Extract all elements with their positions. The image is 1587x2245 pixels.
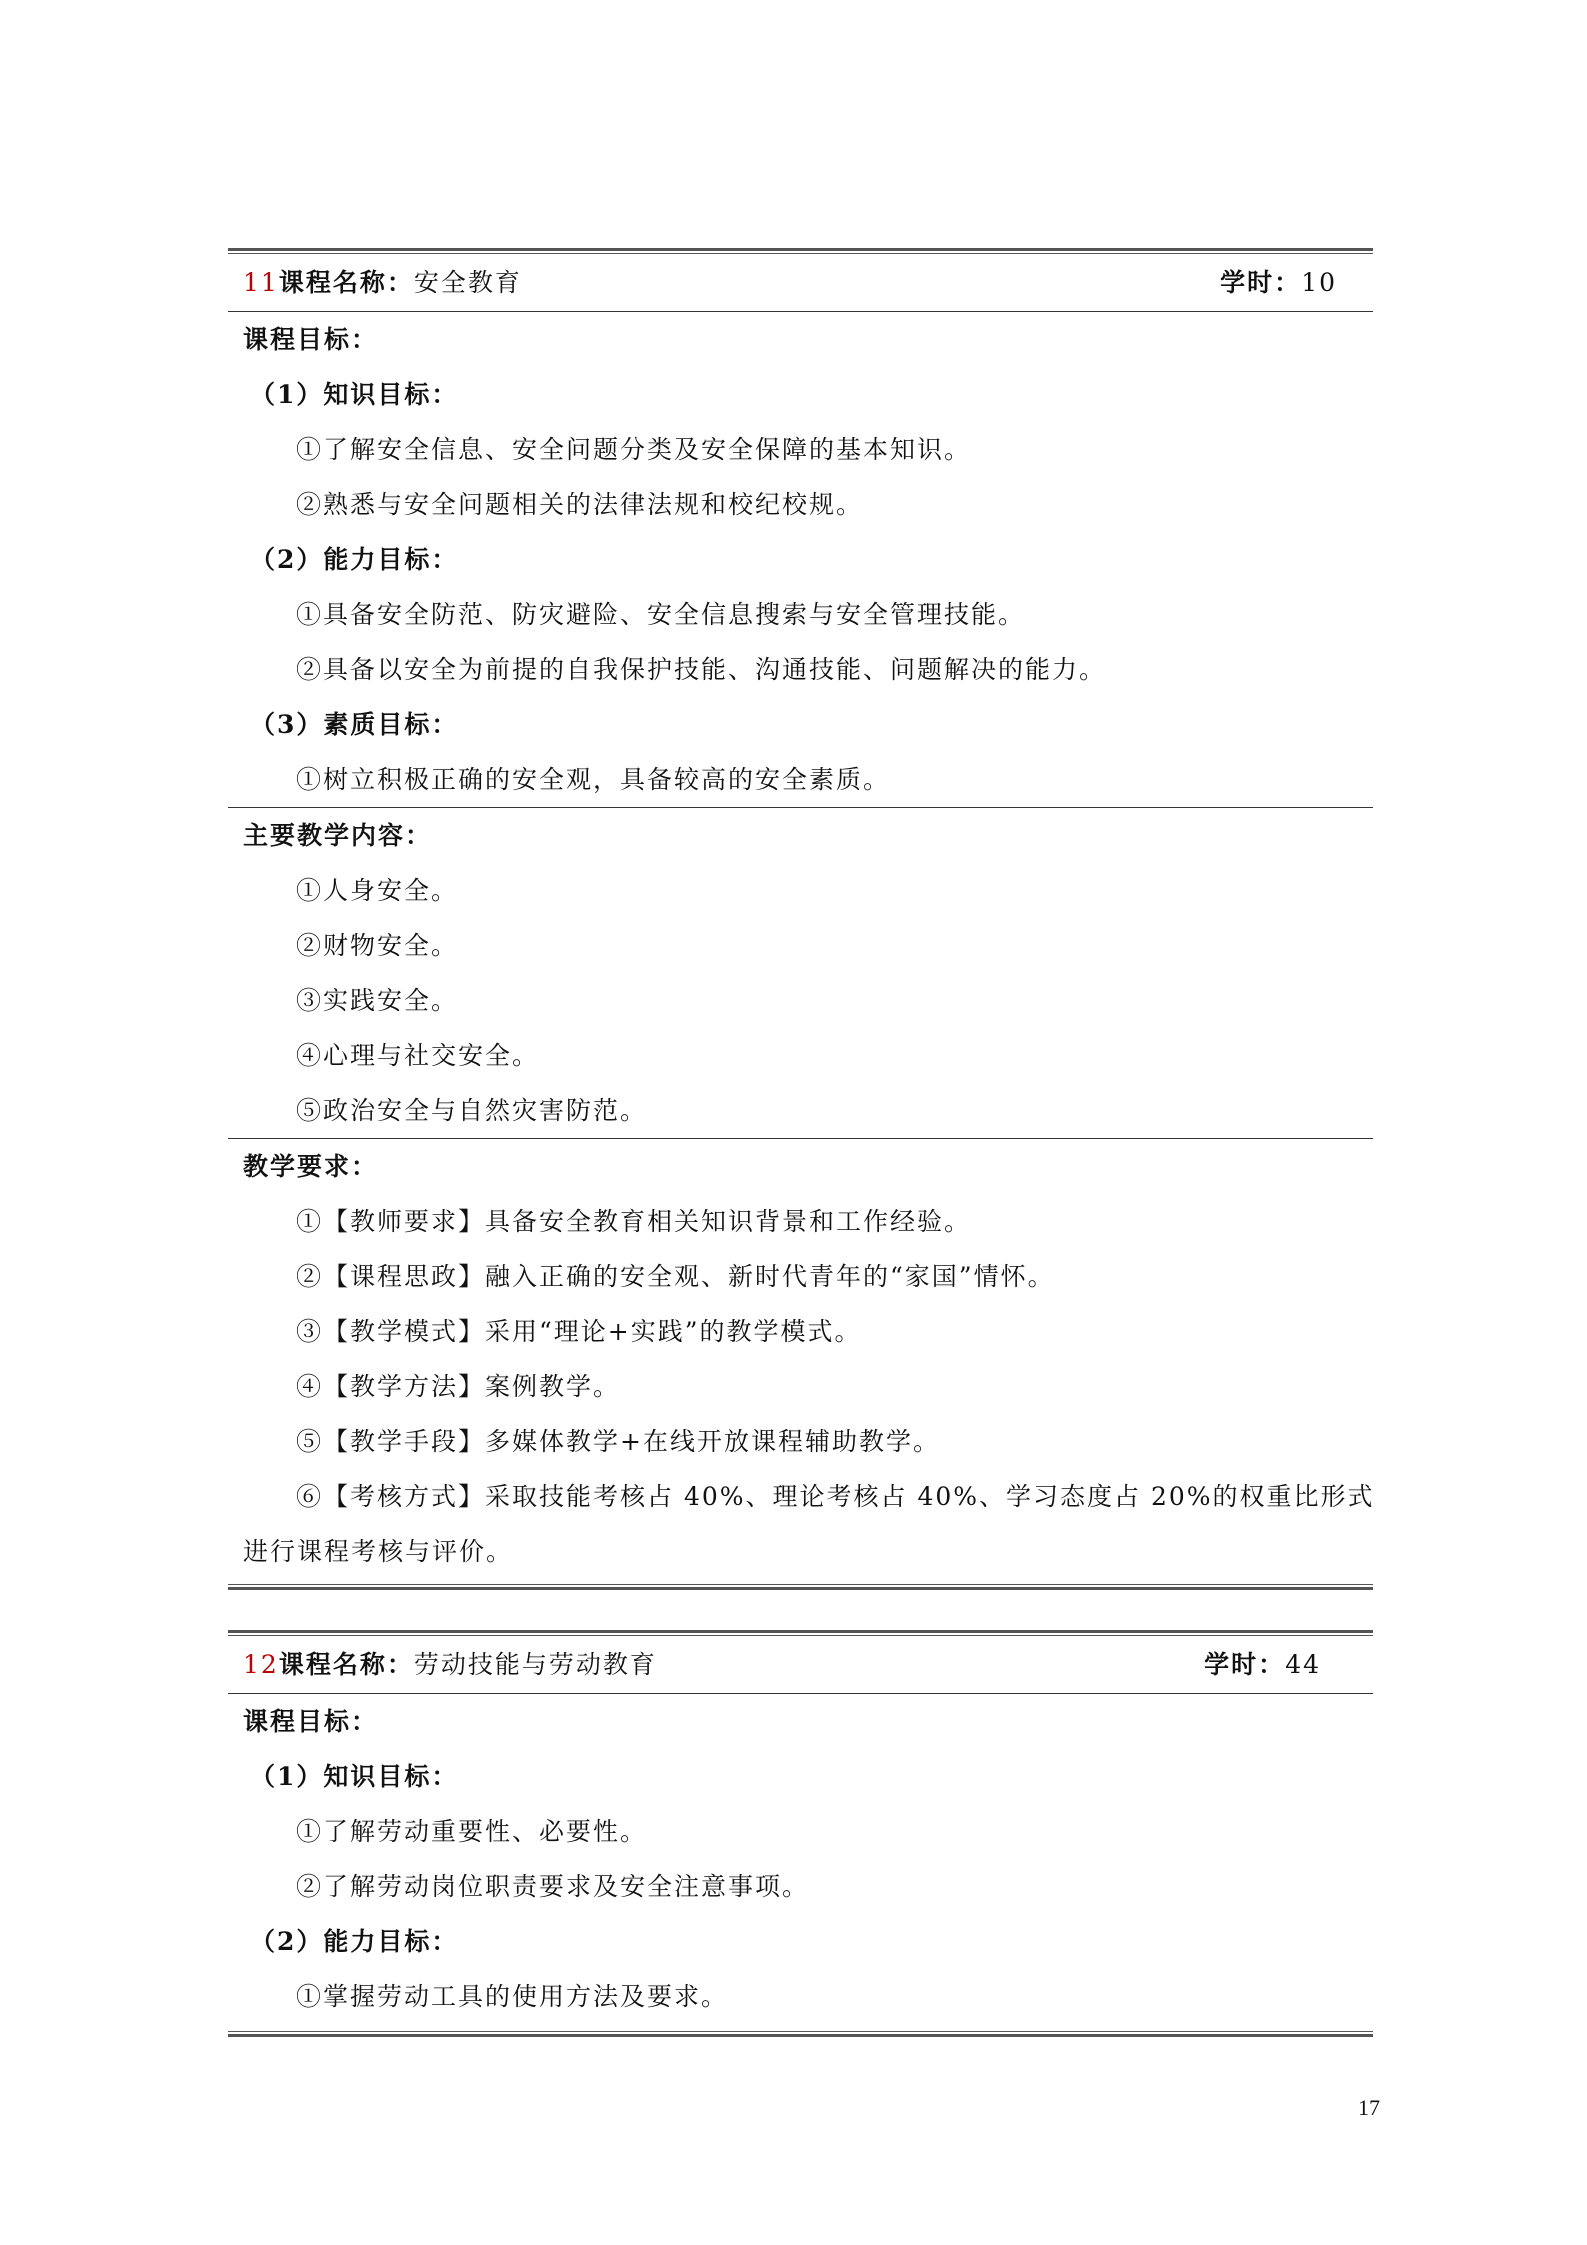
course-11-header — [228, 251, 1373, 312]
table-bottom-rule — [228, 1587, 1373, 1590]
course-11-requirements-title: 教学要求： — [243, 1152, 379, 1181]
course-12-table — [228, 1630, 1373, 2037]
course-11-requirement-item: ⑤【教学手段】多媒体教学+在线开放课程辅助教学。 — [296, 1427, 940, 1456]
course-12-knowledge-title: （1）知识目标： — [250, 1762, 459, 1791]
course-12-title — [243, 1645, 657, 1681]
course-11-content-item: ⑤政治安全与自然灾害防范。 — [296, 1096, 648, 1125]
course-12-ability-item: ①掌握劳动工具的使用方法及要求。 — [296, 1982, 729, 2011]
course-11-requirement-item: ⑥【考核方式】采取技能考核占 40%、理论考核占 40%、学习态度占 20%的权重比形式 — [296, 1482, 1375, 1511]
course-11-content-title: 主要教学内容： — [243, 821, 433, 850]
course-11-name-label: 课程名称： — [278, 268, 414, 297]
course-11-knowledge-item: ②熟悉与安全问题相关的法律法规和校纪校规。 — [296, 490, 864, 519]
course-11-hours-label: 学时： — [1220, 268, 1302, 297]
course-12-ability-title: （2）能力目标： — [250, 1927, 459, 1956]
course-12-hours — [1204, 1645, 1321, 1681]
course-12-objectives-title: 课程目标： — [243, 1707, 379, 1736]
course-11-content-item: ④心理与社交安全。 — [296, 1041, 540, 1070]
course-12-name: 劳动技能与劳动教育 — [413, 1650, 657, 1679]
course-11-requirement-item: ②【课程思政】融入正确的安全观、新时代青年的“家国”情怀。 — [296, 1262, 1055, 1291]
course-11-title — [243, 263, 522, 299]
course-12-header — [228, 1633, 1373, 1694]
course-11-content-item: ②财物安全。 — [296, 931, 459, 960]
course-12-knowledge-item: ②了解劳动岗位职责要求及安全注意事项。 — [296, 1872, 810, 1901]
course-11-hours — [1220, 263, 1337, 299]
course-11-hours-value: 10 — [1301, 268, 1337, 297]
course-11-content-item: ①人身安全。 — [296, 876, 459, 905]
course-11-ability-item: ②具备以安全为前提的自我保护技能、沟通技能、问题解决的能力。 — [296, 655, 1107, 684]
course-12-hours-value: 44 — [1285, 1650, 1321, 1679]
course-11-knowledge-item: ①了解安全信息、安全问题分类及安全保障的基本知识。 — [296, 435, 972, 464]
course-11-requirement-item: ④【教学方法】案例教学。 — [296, 1372, 621, 1401]
course-11-requirement-item: ①【教师要求】具备安全教育相关知识背景和工作经验。 — [296, 1207, 972, 1236]
course-11-objectives-title: 课程目标： — [243, 325, 379, 354]
course-11-content-item: ③实践安全。 — [296, 986, 459, 1015]
course-11-quality-title: （3）素质目标： — [250, 710, 459, 739]
course-12-hours-label: 学时： — [1204, 1650, 1286, 1679]
course-11-requirement-item: ③【教学模式】采用“理论+实践”的教学模式。 — [296, 1317, 862, 1346]
course-11-table — [228, 248, 1373, 1590]
course-12-name-label: 课程名称： — [278, 1650, 414, 1679]
course-11-name: 安全教育 — [413, 268, 522, 297]
course-12-number: 12 — [243, 1650, 279, 1679]
course-11-number: 11 — [243, 268, 279, 297]
course-11-ability-title: （2）能力目标： — [250, 545, 459, 574]
course-11-ability-item: ①具备安全防范、防灾避险、安全信息搜索与安全管理技能。 — [296, 600, 1026, 629]
course-11-requirement-continuation: 进行课程考核与评价。 — [243, 1537, 514, 1566]
course-11-knowledge-title: （1）知识目标： — [250, 380, 459, 409]
course-11-quality-item: ①树立积极正确的安全观，具备较高的安全素质。 — [296, 765, 891, 794]
page-number: 17 — [1358, 2095, 1380, 2120]
course-12-knowledge-item: ①了解劳动重要性、必要性。 — [296, 1817, 648, 1846]
table-bottom-rule — [228, 2034, 1373, 2037]
